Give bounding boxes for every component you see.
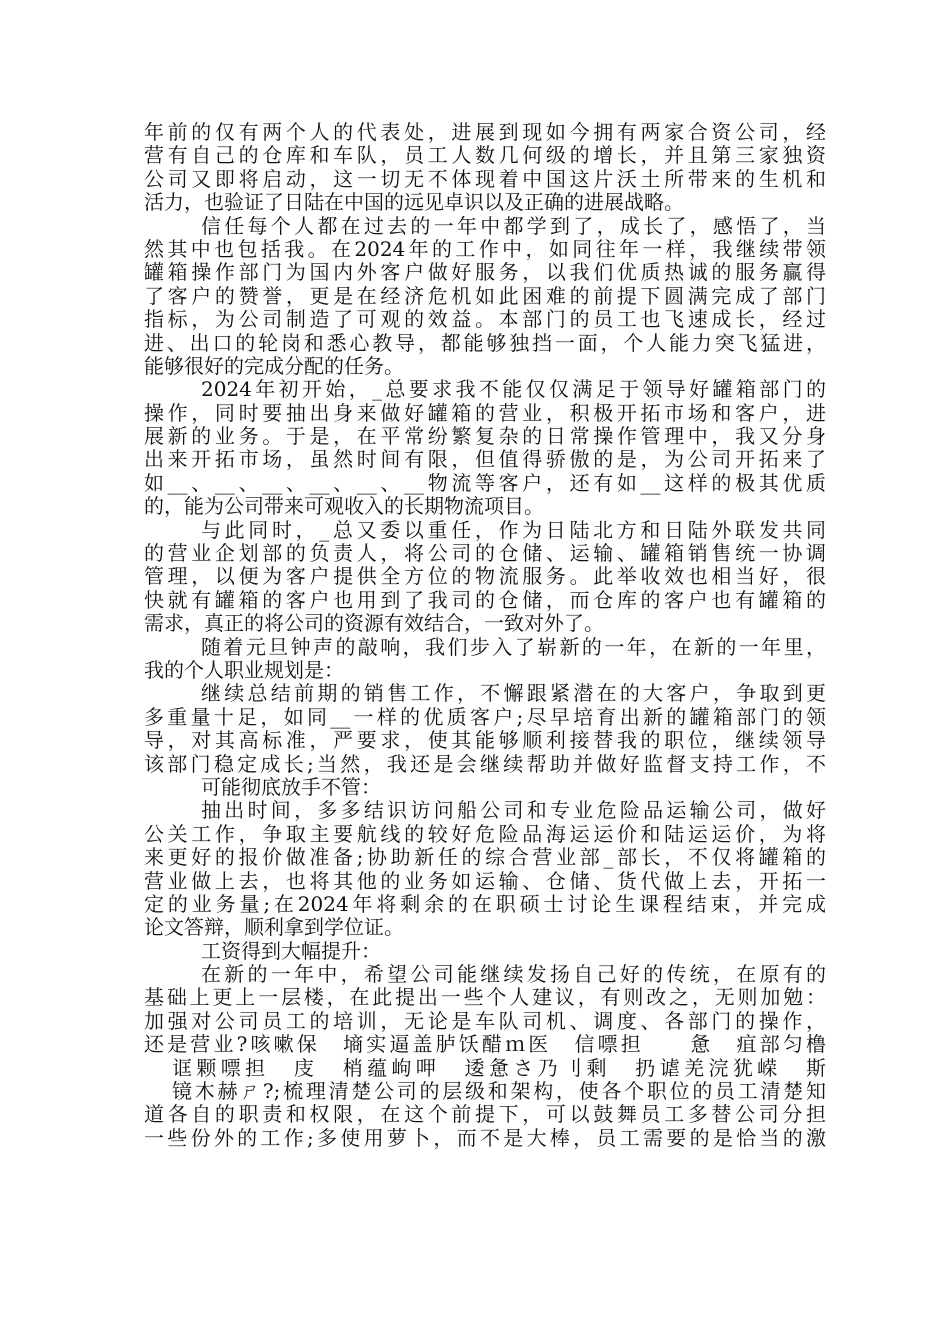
text-line: 了客户的赞誉，更是在经济危机如此困难的前提下圆满完成了部门: [144, 284, 826, 308]
text-line: 在新的一年中，希望公司能继续发扬自己好的传统，在原有的: [201, 963, 826, 987]
text-line: 随着元旦钟声的敲响，我们步入了崭新的一年，在新的一年里，: [201, 635, 826, 659]
text-line: 该部门稳定成长;当然，我还是会继续帮助并做好监督支持工作，不: [144, 752, 826, 776]
text-line: 需求，真正的将公司的资源有效结合，一致对外了。: [144, 612, 604, 636]
text-line: 道各自的职责和权限，在这个前提下，可以鼓舞员工多替公司分担: [144, 1103, 826, 1127]
text-line: 展新的业务。于是，在平常纷繁复杂的日常操作管理中，我又分身: [144, 425, 826, 449]
text-line: 继续总结前期的销售工作，不懈跟紧潜在的大客户，争取到更: [201, 682, 826, 706]
text-line: 年前的仅有两个人的代表处，进展到现如今拥有两家合资公司，经: [144, 121, 826, 144]
text-line: 管理，以便为客户提供全方位的物流服务。此举收效也相当好，很: [144, 565, 826, 589]
text-line: 可能彻底放手不管：: [201, 775, 381, 799]
text-line: 我的个人职业规划是：: [144, 658, 344, 682]
text-line: 活力，也验证了日陆在中国的远见卓识以及正确的进展战略。: [144, 191, 684, 215]
text-line: 操作，同时要抽出身来做好罐箱的营业，积极开拓市场和客户，进: [144, 401, 826, 425]
text-line: 抽出时间，多多结识访问船公司和专业危险品运输公司，做好: [201, 799, 826, 823]
text-line: 出来开拓市场，虽然时间有限，但值得骄傲的是，为公司开拓来了: [144, 448, 826, 472]
text-line: 如__、__、__、__、__、__物流等客户，还有如__这样的极其优质: [144, 471, 826, 495]
text-line: 2024年初开始，_总要求我不能仅仅满足于领导好罐箱部门的: [201, 378, 826, 402]
text-line: 指标，为公司制造了可观的效益。本部门的员工也飞速成长，经过: [144, 308, 826, 332]
text-line: 的营业企划部的负责人，将公司的仓储、运输、罐箱销售统一协调: [144, 542, 826, 566]
text-line: 工资得到大幅提升：: [201, 939, 381, 963]
text-line: 进、出口的轮岗和悉心教导，都能够独挡一面，个人能力突飞猛进，: [144, 331, 826, 355]
text-line: 基础上更上一层楼，在此提出一些个人建议，有则改之，无则加勉：: [144, 986, 826, 1010]
text-line: 镜木赫ㄕ?;梳理清楚公司的层级和架构，使各个职位的员工清楚知: [172, 1080, 826, 1104]
text-line: 公关工作，争取主要航线的较好危险品海运运价和陆运运价，为将: [144, 822, 826, 846]
text-line: 多重量十足，如同__一样的优质客户;尽早培育出新的罐箱部门的领: [144, 705, 826, 729]
text-line: 论文答辩，顺利拿到学位证。: [144, 916, 404, 940]
text-line: 公司又即将启动，这一切无不体现着中国这片沃土所带来的生机和: [144, 167, 826, 191]
text-line: 一些份外的工作;多使用萝卜，而不是大棒，员工需要的是恰当的激: [144, 1126, 826, 1150]
text-line: 营业做上去，也将其他的业务如运输、仓储、货代做上去，开拓一: [144, 869, 826, 893]
text-line: 定的业务量;在2024年将剩余的在职硕士讨论生课程结束，并完成: [144, 892, 826, 916]
body-text: [144, 121, 826, 1150]
text-line: 信任每个人都在过去的一年中都学到了，成长了，感悟了，当: [201, 214, 826, 238]
text-line: 的，能为公司带来可观收入的长期物流项目。: [144, 495, 544, 519]
text-line: 快就有罐箱的客户也用到了我司的仓储，而仓库的客户也有罐箱的: [144, 588, 826, 612]
text-line: 能够很好的完成分配的任务。: [144, 354, 404, 378]
text-line: 诓颗嘌担 庋 梢蕴岣呷 逶惫さ乃刂剩 扔谑羌浣犹嵘 斯: [172, 1056, 826, 1080]
text-line: 然其中也包括我。在2024年的工作中，如同往年一样，我继续带领: [144, 237, 826, 261]
text-line: 来更好的报价做准备;协助新任的综合营业部_部长，不仅将罐箱的: [144, 846, 826, 870]
text-line: 导，对其高标准，严要求，使其能够顺利接替我的职位，继续领导: [144, 729, 826, 753]
text-line: 营有自己的仓库和车队，员工人数几何级的增长，并且第三家独资: [144, 144, 826, 168]
text-line: 罐箱操作部门为国内外客户做好服务，以我们优质热诚的服务赢得: [144, 261, 826, 285]
text-line: 还是营业?咳嗽保 墒实逼盖胪饫醋ｍ医 信嘌担 惫 疽部匀橹: [144, 1033, 826, 1057]
text-line: 加强对公司员工的培训，无论是车队司机、调度、各部门的操作，: [144, 1009, 826, 1033]
text-line: 与此同时，_总又委以重任，作为日陆北方和日陆外联发共同: [201, 518, 826, 542]
